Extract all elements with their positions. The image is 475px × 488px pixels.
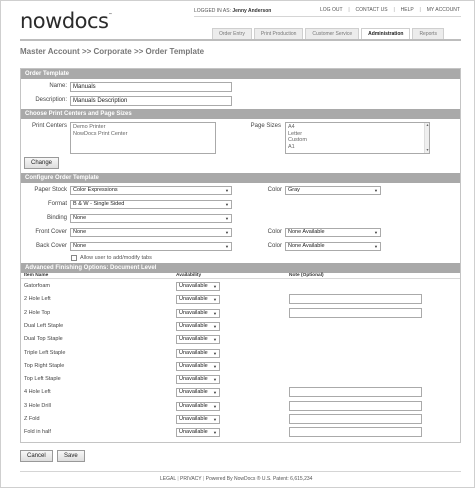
- chevron-down-icon: ▼: [225, 230, 229, 235]
- availability-value: Unavailable: [179, 429, 208, 436]
- availability-select[interactable]: [176, 375, 220, 384]
- finishing-item-name: Top Left Staple: [24, 376, 61, 383]
- availability-value: Unavailable: [179, 322, 208, 329]
- paper-stock-label: Paper Stock: [34, 187, 67, 193]
- change-button[interactable]: Change: [24, 157, 59, 169]
- finishing-item-name: Fold in half: [24, 429, 51, 436]
- chevron-down-icon: ▼: [225, 202, 229, 207]
- cancel-button[interactable]: Cancel: [20, 450, 53, 462]
- name-label: Name:: [49, 83, 67, 89]
- page-size-option[interactable]: A4: [288, 124, 295, 130]
- front-cover-label: Front Cover: [35, 229, 67, 235]
- availability-value: Unavailable: [179, 283, 208, 289]
- finishing-item-name: 4 Hole Left: [24, 389, 51, 396]
- note-input[interactable]: [289, 387, 422, 397]
- scroll-down-icon[interactable]: ▼: [425, 148, 430, 152]
- footer: [160, 476, 312, 482]
- logged-in-label: LOGGED IN AS:: [194, 8, 231, 14]
- order-template-form: [20, 68, 461, 443]
- name-input[interactable]: Manuals: [70, 82, 232, 92]
- binding-label: Binding: [46, 215, 67, 221]
- description-label: Description:: [35, 97, 67, 103]
- availability-value: Unavailable: [179, 336, 208, 343]
- chevron-down-icon: ▼: [374, 230, 378, 235]
- availability-select[interactable]: [176, 415, 220, 424]
- page-size-option[interactable]: Letter: [288, 130, 303, 137]
- user-name: Jenny Anderson: [232, 8, 272, 14]
- back-color-label: Color: [267, 243, 282, 249]
- chevron-down-icon: ▼: [213, 390, 217, 396]
- back-color-select[interactable]: None Available ▼: [285, 242, 381, 251]
- availability-select[interactable]: [176, 428, 220, 437]
- finishing-item-name: 3 Hole Drill: [24, 402, 51, 409]
- allow-tabs-checkbox[interactable]: [71, 255, 77, 261]
- paper-stock-select[interactable]: Color Expressions ▼: [70, 186, 232, 195]
- availability-value: Unavailable: [179, 349, 208, 356]
- chevron-down-icon: ▼: [213, 310, 217, 316]
- tab-bar-divider: [20, 39, 461, 41]
- availability-value: Unavailable: [179, 296, 208, 303]
- chevron-down-icon: ▼: [213, 430, 217, 436]
- availability-value: Unavailable: [179, 416, 208, 422]
- col-availability: Availability: [176, 273, 202, 278]
- save-button[interactable]: Save: [57, 450, 85, 462]
- tab-customer-service[interactable]: Customer Service: [305, 28, 359, 39]
- finishing-item-name: Dual Left Staple: [24, 322, 64, 329]
- availability-select[interactable]: [176, 362, 220, 371]
- contact-us-link[interactable]: CONTACT US: [355, 7, 388, 13]
- col-item-name: Item Name: [24, 273, 49, 278]
- top-links: [320, 7, 460, 13]
- availability-select[interactable]: [176, 335, 220, 344]
- availability-value: Unavailable: [179, 309, 208, 316]
- availability-value: Unavailable: [179, 389, 208, 396]
- tab-order-entry[interactable]: Order Entry: [212, 28, 252, 39]
- chevron-down-icon: ▼: [213, 297, 217, 303]
- front-color-label: Color: [267, 229, 282, 235]
- chevron-down-icon: ▼: [213, 363, 217, 369]
- chevron-down-icon: ▼: [213, 350, 217, 356]
- tab-reports[interactable]: Reports: [412, 28, 444, 39]
- back-cover-label: Back Cover: [35, 243, 67, 249]
- chevron-down-icon: ▼: [213, 377, 217, 383]
- front-cover-select[interactable]: None ▼: [70, 228, 232, 237]
- chevron-down-icon: ▼: [374, 188, 378, 193]
- page-sizes-label: Page Sizes: [250, 123, 281, 129]
- note-input[interactable]: [289, 308, 422, 318]
- availability-value: Unavailable: [179, 362, 208, 369]
- chevron-down-icon: ▼: [374, 244, 378, 249]
- chevron-down-icon: ▼: [213, 337, 217, 343]
- chevron-down-icon: ▼: [213, 284, 217, 289]
- privacy-link[interactable]: PRIVACY: [180, 476, 202, 482]
- scroll-up-icon[interactable]: ▲: [425, 123, 430, 127]
- logged-in-info: [194, 8, 271, 14]
- finishing-item-name: Z Fold: [24, 416, 40, 422]
- front-color-select[interactable]: None Available ▼: [285, 228, 381, 237]
- order-template-header: Order Template: [21, 69, 460, 79]
- link-separator: |: [393, 7, 395, 13]
- note-input[interactable]: [289, 427, 422, 437]
- page-size-option[interactable]: A1: [288, 143, 295, 150]
- availability-value: Unavailable: [179, 402, 208, 409]
- availability-value: Unavailable: [179, 376, 208, 383]
- print-center-option[interactable]: NowDocs Print Center: [73, 130, 128, 137]
- footer-separator: |: [202, 476, 206, 482]
- page-sizes-scrollbar[interactable]: [424, 123, 429, 153]
- allow-tabs-label: Allow user to add/modify tabs: [80, 255, 152, 261]
- note-input[interactable]: [289, 401, 422, 411]
- format-select[interactable]: B & W - Single Sided ▼: [70, 200, 232, 209]
- print-center-option[interactable]: Demo Printer: [73, 124, 106, 130]
- availability-select[interactable]: [176, 282, 220, 291]
- print-centers-header: Choose Print Centers and Page Sizes: [21, 109, 460, 119]
- availability-select[interactable]: [176, 309, 220, 318]
- chevron-down-icon: ▼: [225, 244, 229, 249]
- availability-select[interactable]: [176, 295, 220, 304]
- finishing-item-name: Gatorfoam: [24, 283, 50, 289]
- footer-divider: [20, 471, 461, 472]
- chevron-down-icon: ▼: [225, 188, 229, 193]
- link-separator: |: [348, 7, 350, 13]
- finishing-item-name: Dual Top Staple: [24, 336, 63, 343]
- note-input[interactable]: [289, 414, 422, 424]
- footer-separator: |: [177, 476, 181, 482]
- paper-color-select[interactable]: Gray ▼: [285, 186, 381, 195]
- logout-link[interactable]: LOG OUT: [320, 7, 343, 13]
- finishing-column-headers: [21, 272, 460, 279]
- print-centers-listbox[interactable]: [70, 122, 216, 154]
- finishing-item-name: Top Right Staple: [24, 362, 65, 369]
- back-cover-select[interactable]: None ▼: [70, 242, 232, 251]
- tab-print-production[interactable]: Print Production: [254, 28, 304, 39]
- legal-link[interactable]: LEGAL: [160, 476, 176, 482]
- description-input[interactable]: Manuals Description: [70, 96, 232, 106]
- tab-administration[interactable]: Administration: [361, 28, 410, 39]
- note-input[interactable]: [289, 294, 422, 304]
- finishing-item-name: 2 Hole Left: [24, 296, 51, 303]
- availability-select[interactable]: [176, 402, 220, 411]
- binding-select[interactable]: None ▼: [70, 214, 232, 223]
- chevron-down-icon: ▼: [213, 417, 217, 422]
- chevron-down-icon: ▼: [213, 323, 217, 329]
- chevron-down-icon: ▼: [225, 216, 229, 221]
- col-note: Note (Optional): [289, 273, 324, 278]
- availability-select[interactable]: [176, 349, 220, 358]
- breadcrumb: Master Account >> Corporate >> Order Template: [20, 47, 205, 56]
- header-divider: [194, 16, 461, 17]
- powered-by-text: Powered By NowDocs ® U.S. Patent: 6,615,234: [205, 476, 313, 482]
- page-size-option[interactable]: Custom: [288, 137, 307, 143]
- configure-header: Configure Order Template: [21, 173, 460, 183]
- finishing-item-name: Triple Left Staple: [24, 349, 66, 356]
- paper-color-label: Color: [267, 187, 282, 193]
- availability-select[interactable]: [176, 322, 220, 331]
- page-sizes-listbox[interactable]: [285, 122, 430, 154]
- nowdocs-logo: nowdocs™: [20, 9, 112, 33]
- main-tabs: [212, 28, 444, 39]
- finishing-header: Advanced Finishing Options: Document Level: [21, 263, 460, 273]
- help-link[interactable]: HELP: [400, 7, 414, 13]
- my-account-link[interactable]: MY ACCOUNT: [426, 7, 460, 13]
- finishing-item-name: 2 Hole Top: [24, 309, 51, 316]
- link-separator: |: [419, 7, 421, 13]
- chevron-down-icon: ▼: [213, 403, 217, 409]
- availability-select[interactable]: [176, 388, 220, 397]
- print-centers-label: Print Centers: [31, 123, 67, 129]
- format-label: Format: [47, 201, 67, 207]
